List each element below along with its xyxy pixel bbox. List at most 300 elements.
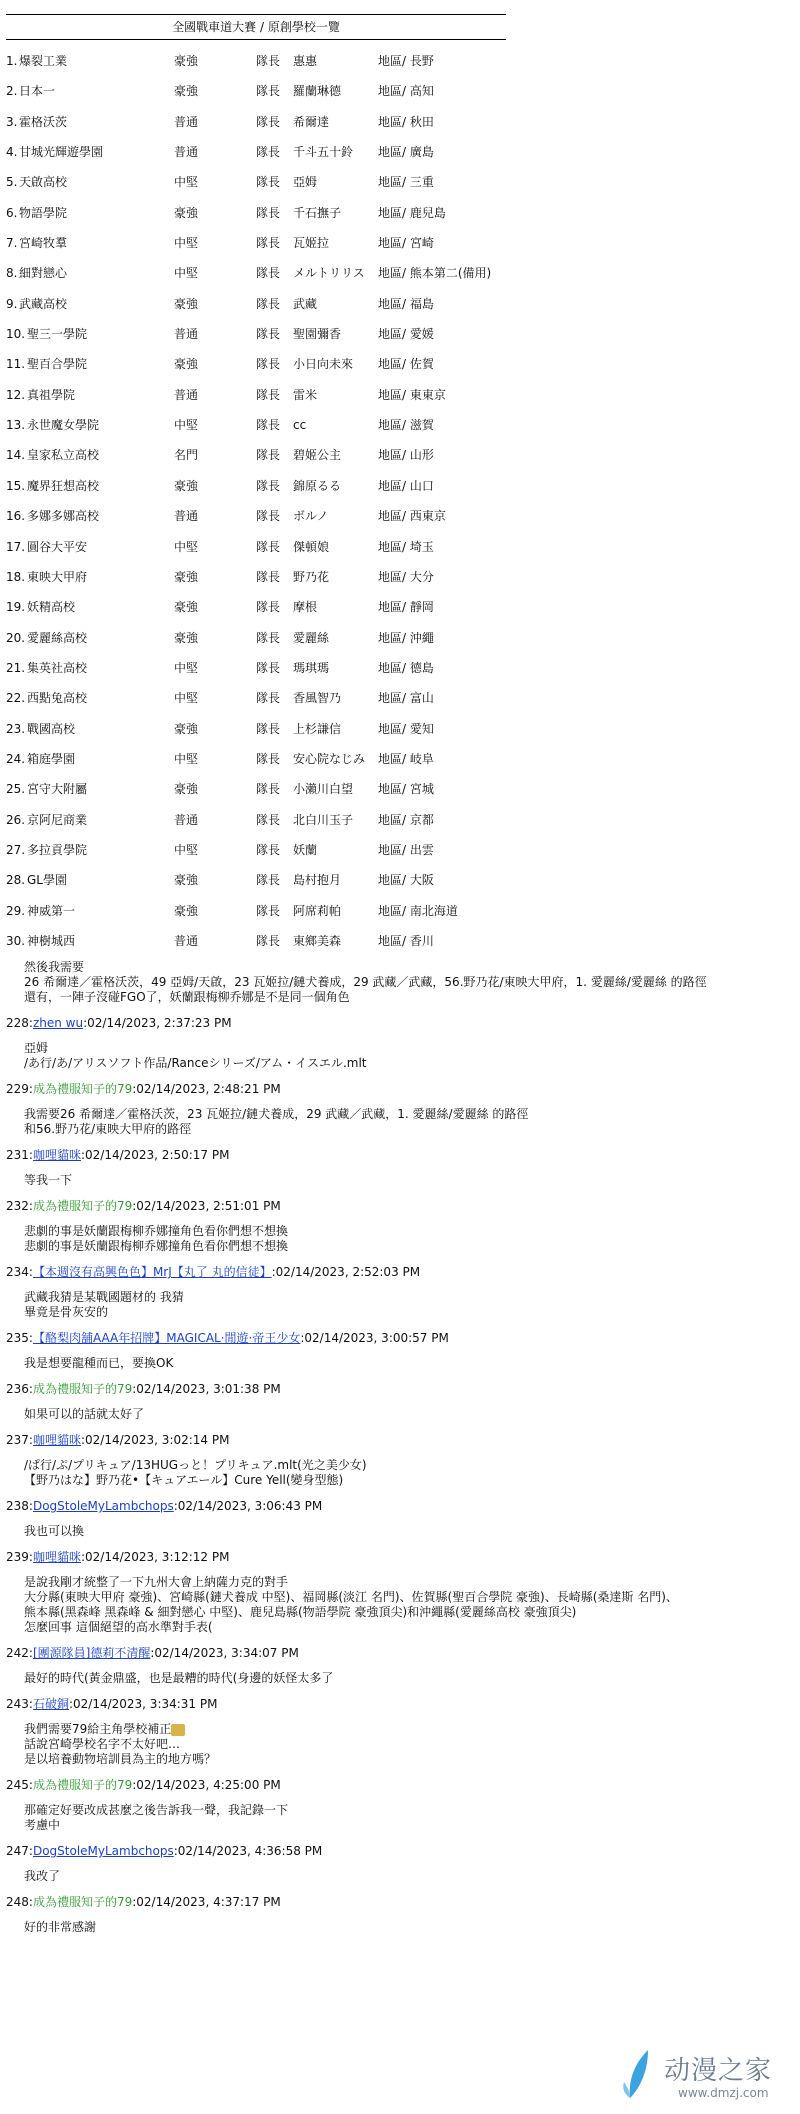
row-number: 4.: [6, 145, 18, 160]
post-header: [6, 1262, 786, 1282]
row-number: 14.: [6, 448, 26, 463]
post-line: [24, 1752, 786, 1767]
post-line: [24, 1305, 786, 1320]
intro-line: 還有，一陣子沒碰FGO了，妖蘭跟梅柳乔娜是不是同一個角色: [24, 990, 350, 1005]
captain-label: 隊長: [256, 478, 281, 493]
table-row: [6, 258, 786, 288]
captain-name: 雷米: [293, 387, 318, 402]
captain-label: 隊長: [256, 175, 281, 190]
row-number: 26.: [6, 812, 26, 827]
table-row: [6, 562, 786, 592]
table-row: [6, 714, 786, 744]
post-line: [24, 1920, 786, 1935]
school-region: 地區/ 佐賀: [378, 357, 434, 372]
post-line: [24, 1575, 786, 1590]
school-region: 地區/ 山口: [378, 478, 434, 493]
school-grade: 名門: [174, 448, 199, 463]
school-region: 地區/ 長野: [378, 54, 434, 68]
post-line: [24, 1473, 786, 1488]
forum-post: [6, 1892, 786, 1935]
captain-name: 香風智乃: [293, 691, 342, 706]
school-name: 聖百合學院: [27, 357, 88, 372]
table-row: [6, 198, 786, 228]
school-name: 神威第一: [27, 903, 76, 918]
post-line-text: 等我一下: [24, 1173, 73, 1188]
post-author-link: 成為禮服知子的79: [32, 1199, 133, 1214]
post-number: 243:: [6, 1697, 33, 1712]
forum-post: [6, 1379, 786, 1422]
post-author-link: 成為禮服知子的79: [32, 1082, 133, 1097]
post-number: 232:: [6, 1199, 33, 1214]
post-body: [24, 1041, 786, 1071]
captain-name: 安心院なじみ: [293, 751, 366, 766]
intro-text: [24, 960, 786, 1005]
row-number: 10.: [6, 327, 26, 342]
post-line-text: 如果可以的話就太好了: [24, 1407, 145, 1422]
captain-name: ボルノ: [293, 509, 329, 524]
row-number: 23.: [6, 721, 26, 736]
school-name: 多娜多娜高校: [27, 509, 100, 524]
post-timestamp: :02/14/2023, 3:00:57 PM: [300, 1331, 449, 1346]
captain-label: 隊長: [256, 751, 281, 766]
table-row: [6, 774, 786, 804]
school-grade: 豪強: [174, 782, 199, 797]
forum-post: [6, 1262, 786, 1320]
feather-logo-icon: [618, 2048, 660, 2104]
row-number: 28.: [6, 873, 26, 888]
captain-label: 隊長: [256, 903, 281, 918]
post-author-link[interactable]: 【本週沒有高興色色】MrJ【丸了 丸的信徒】: [32, 1265, 272, 1280]
captain-label: 隊長: [256, 418, 281, 433]
post-header: [6, 1775, 786, 1795]
post-timestamp: :02/14/2023, 2:48:21 PM: [132, 1082, 281, 1097]
school-grade: 普通: [174, 812, 199, 827]
school-grade: 普通: [174, 933, 199, 948]
captain-name: 武藏: [293, 296, 318, 311]
post-number: 228:: [6, 1016, 33, 1031]
row-number: 7.: [6, 236, 18, 251]
post-header: [6, 1841, 786, 1861]
table-row: [6, 532, 786, 562]
post-timestamp: :02/14/2023, 3:34:31 PM: [68, 1697, 218, 1712]
captain-label: 隊長: [256, 145, 281, 160]
school-grade: 普通: [174, 327, 199, 342]
school-name: 聖三一學院: [27, 327, 88, 342]
captain-label: 隊長: [256, 660, 281, 675]
school-region: 地區/ 滋賀: [378, 418, 434, 433]
school-name: 西點兔高校: [27, 691, 88, 706]
captain-name: 傑頓娘: [293, 539, 330, 554]
row-number: 16.: [6, 509, 26, 524]
table-row: [6, 137, 786, 167]
table-row: [6, 440, 786, 470]
captain-name: 摩根: [293, 600, 318, 615]
post-line-text: 考慮中: [24, 1818, 61, 1833]
watermark-url: www.dmzj.com: [678, 2086, 769, 2100]
post-line: [24, 1056, 786, 1071]
row-number: 11.: [6, 357, 26, 372]
school-region: 地區/ 山形: [378, 448, 434, 463]
school-name: 細對戀心: [19, 266, 68, 281]
post-line: [24, 1605, 786, 1620]
row-number: 2.: [6, 84, 18, 99]
school-name: 皇家私立高校: [27, 448, 100, 463]
school-grade: 豪強: [174, 569, 199, 584]
row-number: 8.: [6, 266, 18, 281]
post-line: [24, 1290, 786, 1305]
post-number: 239:: [6, 1550, 33, 1565]
post-body: [24, 1524, 786, 1539]
school-region: 地區/ 廣島: [378, 145, 434, 160]
post-number: 242:: [6, 1646, 33, 1661]
post-line: [24, 1620, 786, 1635]
post-header: [6, 1496, 786, 1516]
school-region: 地區/ 熊本第二(備用): [378, 266, 492, 281]
school-grade: 中堅: [174, 266, 199, 281]
post-line-text: /あ行/あ/アリスソフト作品/Ranceシリーズ/アム・イスエル.mlt: [24, 1056, 367, 1071]
post-line-text: 是以培養動物培訓員為主的地方嗎？: [24, 1752, 217, 1767]
school-region: 地區/ 大阪: [378, 873, 434, 888]
school-grade: 中堅: [174, 842, 199, 857]
row-number: 30.: [6, 933, 26, 948]
school-name: 箱庭學園: [27, 751, 76, 766]
school-grade: 豪強: [174, 873, 199, 888]
school-grade: 中堅: [174, 751, 199, 766]
post-number: 248:: [6, 1895, 33, 1910]
post-number: 238:: [6, 1499, 33, 1514]
captain-name: 野乃花: [293, 569, 330, 584]
post-author-link[interactable]: zhen wu: [32, 1016, 84, 1031]
row-number: 25.: [6, 782, 26, 797]
post-line-text: 大分縣(東映大甲府 豪強)、宮崎縣(鏈犬養成 中堅)、福岡縣(淡江 名門)、佐賀縣(聖百合學院 豪強)、長崎縣(桑達斯 名門)、: [24, 1590, 678, 1605]
post-header: [6, 1013, 786, 1033]
school-region: 地區/ 宮城: [378, 782, 434, 797]
school-grade: 中堅: [174, 418, 199, 433]
captain-label: 隊長: [256, 327, 281, 342]
forum-post: [6, 1079, 786, 1137]
site-watermark: [618, 2042, 788, 2110]
school-region: 地區/ 南北海道: [378, 903, 458, 918]
post-timestamp: :02/14/2023, 4:37:17 PM: [132, 1895, 281, 1910]
school-region: 地區/ 埼玉: [378, 539, 434, 554]
post-line-text: 我也可以換: [24, 1524, 85, 1539]
post-body: [24, 1173, 786, 1188]
post-line-text: 怎麼回事 這個絕望的高水準對手表(: [24, 1620, 213, 1635]
school-name: 妖精高校: [27, 600, 76, 615]
captain-label: 隊長: [256, 236, 281, 251]
captain-label: 隊長: [256, 509, 281, 524]
captain-name: 聖園彌香: [293, 327, 342, 342]
school-grade: 中堅: [174, 660, 199, 675]
post-line: [24, 1869, 786, 1884]
school-region: 地區/ 京都: [378, 812, 434, 827]
school-region: 地區/ 福島: [378, 296, 434, 311]
captain-name: 羅蘭琳德: [293, 84, 342, 99]
captain-label: 隊長: [256, 812, 281, 827]
post-line-text: 話說宮崎學校名字不太好吧…: [24, 1737, 181, 1752]
post-number: 235:: [6, 1331, 33, 1346]
table-row: [6, 653, 786, 683]
post-line-text: 【野乃はな】野乃花•【キュアエール】Cure Yell(變身型態): [24, 1473, 344, 1488]
post-body: [24, 1290, 786, 1320]
captain-label: 隊長: [256, 296, 281, 311]
school-grade: 普通: [174, 387, 199, 402]
post-header: [6, 1079, 786, 1099]
school-grade: 普通: [174, 114, 199, 129]
post-header: [6, 1643, 786, 1663]
post-timestamp: :02/14/2023, 4:36:58 PM: [173, 1844, 323, 1859]
post-author-link[interactable]: 咖哩貓咪: [32, 1550, 81, 1565]
captain-name: 千石撫子: [293, 205, 342, 220]
post-header: [6, 1196, 786, 1216]
captain-name: 惠惠: [293, 54, 318, 68]
post-line-text: 我改了: [24, 1869, 61, 1884]
post-header: [6, 1694, 786, 1714]
post-body: [24, 1107, 786, 1137]
post-header: [6, 1379, 786, 1399]
captain-name: 北白川玉子: [293, 812, 354, 827]
captain-label: 隊長: [256, 448, 281, 463]
captain-name: 錦原るる: [293, 478, 342, 493]
post-line-text: 好的非常感謝: [24, 1920, 97, 1935]
school-grade: 中堅: [174, 691, 199, 706]
row-number: 22.: [6, 691, 26, 706]
school-name: 天啟高校: [19, 175, 68, 190]
post-author-link[interactable]: [團源隊員]德莉不清醒: [32, 1646, 151, 1661]
school-name: 東映大甲府: [27, 569, 88, 584]
table-row: [6, 289, 786, 319]
table-row: [6, 835, 786, 865]
post-timestamp: :02/14/2023, 2:51:01 PM: [132, 1199, 281, 1214]
post-line: [24, 1407, 786, 1422]
row-number: 21.: [6, 660, 26, 675]
captain-name: 希爾達: [293, 114, 330, 129]
school-name: 戰國高校: [27, 721, 76, 736]
school-name: 爆裂工業: [19, 54, 68, 68]
school-region: 地區/ 香川: [378, 933, 434, 948]
school-grade: 豪強: [174, 54, 199, 68]
row-number: 15.: [6, 478, 26, 493]
school-region: 地區/ 靜岡: [378, 600, 434, 615]
school-grade: 豪強: [174, 357, 199, 372]
post-timestamp: :02/14/2023, 4:25:00 PM: [132, 1778, 281, 1793]
captain-name: 小瀨川白望: [293, 782, 354, 797]
post-line: [24, 1356, 786, 1371]
post-number: 234:: [6, 1265, 33, 1280]
row-number: 20.: [6, 630, 26, 645]
forum-post: [6, 1328, 786, 1371]
post-line: [24, 1671, 786, 1686]
captain-name: 瓦姬拉: [293, 236, 330, 251]
table-row: [6, 623, 786, 653]
captain-label: 隊長: [256, 630, 281, 645]
post-body: [24, 1407, 786, 1422]
forum-post: [6, 1643, 786, 1686]
row-number: 9.: [6, 296, 18, 311]
post-number: 231:: [6, 1148, 33, 1163]
post-line: [24, 1107, 786, 1122]
forum-post: [6, 1547, 786, 1635]
post-author-link: 成為禮服知子的79: [32, 1382, 133, 1397]
row-number: 17.: [6, 539, 26, 554]
post-author-link[interactable]: 【酪梨肉舖AAA年招牌】MAGICAL·閒遊·帝王少女: [32, 1331, 301, 1346]
post-timestamp: :02/14/2023, 2:50:17 PM: [80, 1148, 230, 1163]
table-row: [6, 46, 786, 76]
post-body: [24, 1869, 786, 1884]
table-row: [6, 471, 786, 501]
captain-label: 隊長: [256, 842, 281, 857]
captain-label: 隊長: [256, 782, 281, 797]
forum-post: [6, 1496, 786, 1539]
forum-post: [6, 1694, 786, 1767]
school-table: [6, 46, 786, 956]
school-region: 地區/ 愛媛: [378, 327, 434, 342]
table-row: [6, 349, 786, 379]
school-grade: 豪強: [174, 296, 199, 311]
post-line-text: 悲劇的事是妖蘭跟梅柳乔娜撞角色看你們想不想換: [24, 1224, 289, 1239]
row-number: 12.: [6, 387, 26, 402]
table-row: [6, 592, 786, 622]
post-list: [6, 1013, 786, 1935]
captain-label: 隊長: [256, 84, 281, 99]
table-title: 全國戰車道大賽 / 原創學校一覽: [172, 20, 340, 34]
forum-post: [6, 1775, 786, 1833]
post-number: 236:: [6, 1382, 33, 1397]
captain-name: 東鄉美森: [293, 933, 342, 948]
school-name: 宮守大附屬: [27, 782, 88, 797]
post-author-link[interactable]: DogStoleMyLambchops: [32, 1499, 174, 1514]
post-author-link[interactable]: 石破銅: [32, 1697, 69, 1712]
post-header: [6, 1547, 786, 1567]
table-row: [6, 167, 786, 197]
captain-label: 隊長: [256, 357, 281, 372]
row-number: 1.: [6, 54, 18, 68]
school-grade: 豪強: [174, 903, 199, 918]
school-name: 永世魔女學院: [27, 418, 100, 433]
captain-name: cc: [293, 418, 307, 433]
row-number: 24.: [6, 751, 26, 766]
post-body: [24, 1671, 786, 1686]
captain-label: 隊長: [256, 721, 281, 736]
post-header: [6, 1145, 786, 1165]
post-line: [24, 1590, 786, 1605]
table-row: [6, 410, 786, 440]
post-timestamp: :02/14/2023, 2:52:03 PM: [271, 1265, 421, 1280]
school-grade: 普通: [174, 145, 199, 160]
forum-post: [6, 1430, 786, 1488]
watermark-text: 动漫之家: [664, 2056, 773, 2086]
post-author-link[interactable]: 咖哩貓咪: [32, 1433, 81, 1448]
post-body: [24, 1722, 786, 1767]
captain-name: 愛麗絲: [293, 630, 330, 645]
forum-post: [6, 1145, 786, 1188]
post-author-link[interactable]: DogStoleMyLambchops: [32, 1844, 174, 1859]
row-number: 13.: [6, 418, 26, 433]
captain-label: 隊長: [256, 54, 281, 68]
school-region: 地區/ 宮崎: [378, 236, 434, 251]
post-line-text: 武藏我猜是某戰國題材的 我猜: [24, 1290, 184, 1305]
post-author-link: 成為禮服知子的79: [32, 1895, 133, 1910]
forum-post: [6, 1196, 786, 1254]
post-line: [24, 1239, 786, 1254]
sticker-emoji-icon: [171, 1724, 185, 1736]
post-timestamp: :02/14/2023, 3:06:43 PM: [173, 1499, 323, 1514]
post-timestamp: :02/14/2023, 3:02:14 PM: [80, 1433, 230, 1448]
table-row: [6, 319, 786, 349]
school-name: 多拉貢學院: [27, 842, 88, 857]
post-line: [24, 1122, 786, 1137]
forum-post: [6, 1013, 786, 1071]
school-region: 地區/ 出雲: [378, 842, 434, 857]
captain-label: 隊長: [256, 569, 281, 584]
table-row: [6, 228, 786, 258]
school-name: GL學園: [27, 873, 67, 888]
captain-name: 碧姬公主: [293, 448, 342, 463]
school-name: 圓谷大平安: [27, 539, 88, 554]
post-line-text: 我們需要79給主角學校補正: [24, 1722, 172, 1737]
school-region: 地區/ 東東京: [378, 387, 446, 402]
post-line: [24, 1722, 786, 1737]
post-number: 229:: [6, 1082, 33, 1097]
school-name: 神樹城西: [27, 933, 76, 948]
school-region: 地區/ 沖繩: [378, 630, 434, 645]
school-region: 地區/ 岐阜: [378, 751, 434, 766]
post-line-text: 那確定好要改成甚麼之後告訴我一聲，我記錄一下: [24, 1803, 289, 1818]
school-name: 愛麗絲高校: [27, 630, 88, 645]
captain-name: 瑪琪瑪: [293, 660, 330, 675]
post-line-text: 熊本縣(黑森峰 黑森峰 & 細對戀心 中堅)、鹿兒島縣(物語學院 豪強頂尖)和沖繩縣(愛麗絲高校 豪強頂尖): [24, 1605, 577, 1620]
school-grade: 中堅: [174, 236, 199, 251]
school-grade: 豪強: [174, 478, 199, 493]
post-header: [6, 1328, 786, 1348]
post-line-text: 悲劇的事是妖蘭跟梅柳乔娜撞角色看你們想不想換: [24, 1239, 289, 1254]
post-line: [24, 1524, 786, 1539]
captain-name: メルトリリス: [293, 266, 365, 281]
post-author-link[interactable]: 咖哩貓咪: [32, 1148, 81, 1163]
school-name: 宮崎牧羣: [19, 236, 68, 251]
captain-name: 島村抱月: [293, 873, 342, 888]
school-name: 甘城光輝遊學園: [19, 145, 104, 160]
post-header: [6, 1430, 786, 1450]
row-number: 19.: [6, 600, 26, 615]
school-region: 地區/ 三重: [378, 175, 434, 190]
post-line-text: 最好的時代(黃金鼎盛，也是最糟的時代(身邊的妖怪太多了: [24, 1671, 334, 1686]
post-line: [24, 1818, 786, 1833]
post-line: [24, 1737, 786, 1752]
row-number: 3.: [6, 114, 18, 129]
forum-post: [6, 1841, 786, 1884]
page: [6, 14, 786, 1935]
school-grade: 豪強: [174, 630, 199, 645]
table-row: [6, 896, 786, 926]
title-rule-bottom: [6, 39, 506, 40]
post-line: [24, 1173, 786, 1188]
post-line: [24, 1224, 786, 1239]
post-line-text: 我需要26 希爾達／霍格沃茨，23 瓦姬拉/鏈犬養成，29 武藏／武藏，1. 愛麗絲/愛麗絲 的路徑: [24, 1107, 529, 1122]
school-name: 集英社高校: [27, 660, 88, 675]
post-body: [24, 1458, 786, 1488]
table-row: [6, 501, 786, 531]
post-number: 245:: [6, 1778, 33, 1793]
post-line-text: 亞姆: [24, 1041, 49, 1056]
captain-name: 阿席莉帕: [293, 903, 342, 918]
captain-label: 隊長: [256, 205, 281, 220]
captain-label: 隊長: [256, 600, 281, 615]
post-body: [24, 1356, 786, 1371]
post-line-text: 畢竟是骨灰安的: [24, 1305, 109, 1320]
school-grade: 豪強: [174, 721, 199, 736]
post-timestamp: :02/14/2023, 3:01:38 PM: [132, 1382, 281, 1397]
